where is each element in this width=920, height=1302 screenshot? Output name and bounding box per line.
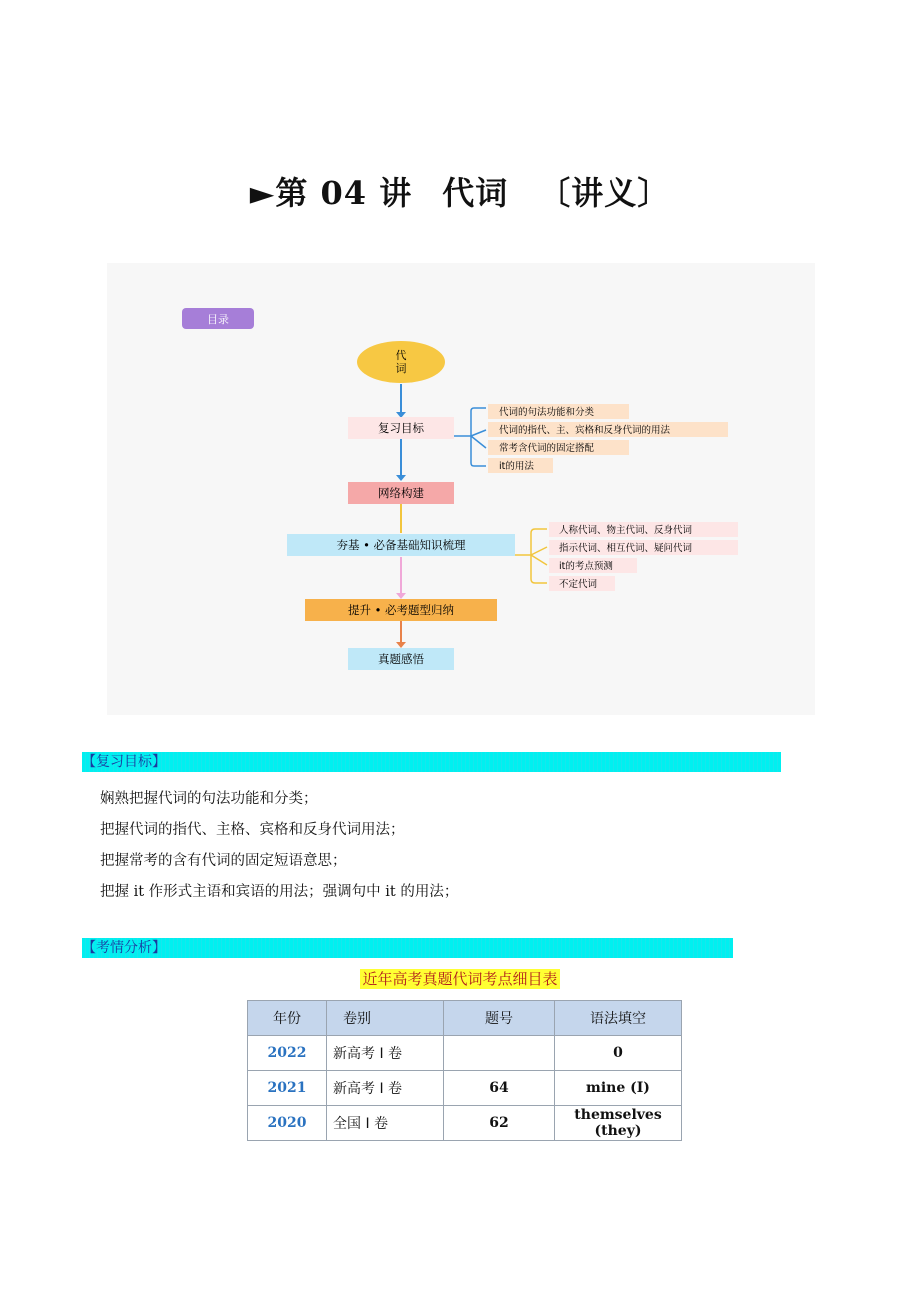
col-question: 题号 [444,1001,555,1036]
cell-answer: themselves (they) [555,1106,682,1141]
root-label-1: 代 [395,349,407,362]
basic-branch-4-label: 不定代词 [559,579,598,590]
node-review-goals-label: 复习目标 [378,421,424,435]
exam-analysis-header [82,938,733,958]
col-paper: 卷别 [327,1001,444,1036]
goal-item: 娴熟把握代词的句法功能和分类； [100,791,318,807]
table-title [0,968,920,989]
cell-answer: 0 [555,1036,682,1071]
exam-analysis-header-label: 【考情分析】 [82,940,166,956]
toc-label: 目录 [207,313,229,326]
goal-item: 把握 it 作形式主语和宾语的用法；强调句中 it 的用法； [100,884,459,900]
cell-paper: 全国 I 卷 [327,1106,444,1141]
lecture-topic: 代词 [442,174,509,212]
table-row [248,1071,682,1106]
cell-year: 2022 [248,1036,327,1071]
col-grammar-fill: 语法填空 [555,1001,682,1036]
goal-branch-3-label: 常考含代词的固定搭配 [499,443,595,454]
node-network-label: 网络构建 [378,486,424,500]
goal-branch-1-label: 代词的句法功能和分类 [499,407,595,418]
basic-branch-1-label: 人称代词、物主代词、反身代词 [559,525,693,536]
cell-year: 2021 [248,1071,327,1106]
cell-question: 64 [444,1071,555,1106]
goal-item: 把握代词的指代、主格、宾格和反身代词用法； [100,822,405,838]
review-goals-header-label: 【复习目标】 [82,754,166,770]
node-improve-label: 提升 • 必考题型归纳 [347,603,455,617]
review-goals-header [82,752,781,772]
goal-branch-2-label: 代词的指代、主、宾格和反身代词的用法 [499,425,671,436]
basic-branch-3-label: it的考点预测 [559,561,613,572]
root-label-2: 词 [395,362,407,375]
cell-paper: 新高考 I 卷 [327,1071,444,1106]
page-title [0,168,920,214]
lecture-type: 〔讲义〕 [538,174,671,212]
table-row [248,1106,682,1141]
table-row [248,1036,682,1071]
exam-points-table [247,1000,682,1141]
basic-branch-2-label: 指示代词、相互代词、疑问代词 [559,543,693,554]
node-basics-label: 夯基 • 必备基础知识梳理 [336,538,466,552]
mind-map [107,263,815,715]
goal-branch-4-label: it的用法 [499,461,534,472]
table-title-label: 近年高考真题代词考点细目表 [362,970,558,988]
lecture-number: ►第 04 讲 [249,174,413,212]
cell-question [444,1036,555,1071]
col-year: 年份 [248,1001,327,1036]
cell-answer: mine (I) [555,1071,682,1106]
goal-item: 把握常考的含有代词的固定短语意思； [100,853,347,869]
node-real-exams-label: 真题感悟 [378,652,424,666]
cell-question: 62 [444,1106,555,1141]
table-header-row [248,1001,682,1036]
cell-year: 2020 [248,1106,327,1141]
review-goals-list [100,784,458,908]
cell-paper: 新高考 I 卷 [327,1036,444,1071]
